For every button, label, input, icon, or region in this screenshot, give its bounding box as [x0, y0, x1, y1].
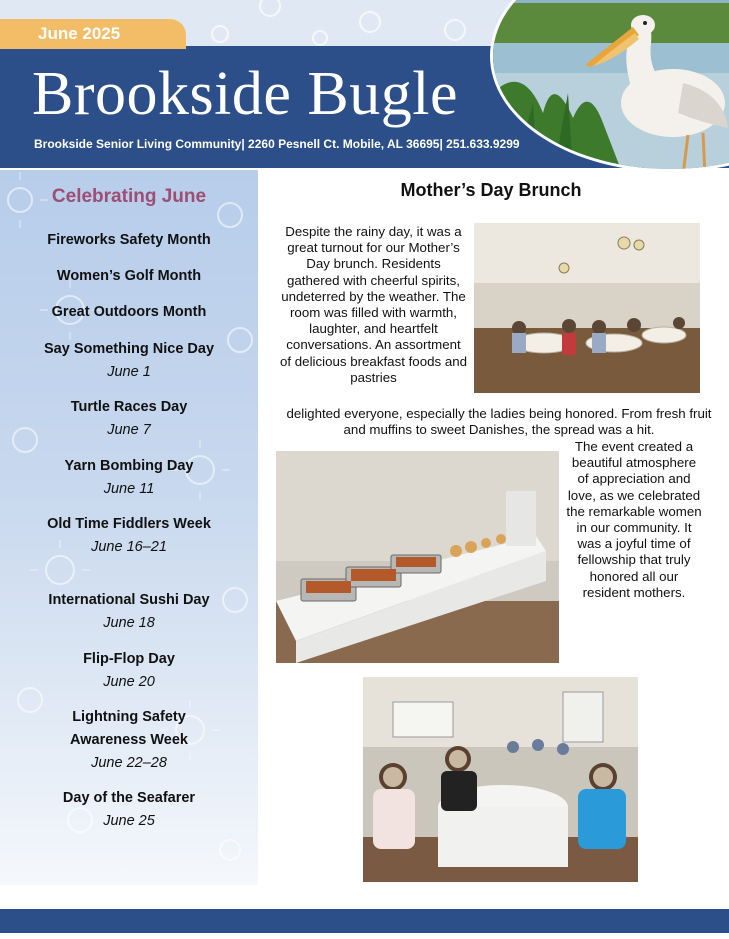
observance-date: June 20: [103, 674, 155, 690]
observance-item: [0, 589, 258, 634]
observance-date: June 18: [103, 615, 155, 631]
observance-name: Day of the Seafarer: [62, 790, 196, 806]
observance-date: June 22–28: [91, 755, 167, 771]
observance-item: [0, 229, 258, 252]
observance-item: [0, 787, 258, 832]
issue-date-tab: June 2025: [0, 19, 186, 49]
observance-name-line2: Awareness Week: [70, 732, 188, 748]
article-paragraph: The event created a beautiful atmosphere of appreciation and love, as we celebrated the remarkable women in our community. It was a joyful time of fellowship that truly honored all our resident mothers.: [566, 439, 702, 600]
sidebar-heading: Celebrating June: [51, 186, 207, 207]
observance-item: [0, 455, 258, 500]
buffet-table-photo: [276, 451, 559, 663]
observance-date: June 1: [107, 364, 151, 380]
observance-date: June 25: [103, 813, 155, 829]
observance-name: Yarn Bombing Day: [64, 458, 194, 474]
article-title: Mother’s Day Brunch: [400, 180, 582, 200]
observance-date: June 16–21: [91, 539, 167, 555]
observance-name: Lightning Safety: [72, 709, 186, 725]
observance-date: June 7: [107, 422, 151, 438]
newsletter-title: Brookside Bugle: [32, 60, 458, 128]
observance-name: Fireworks Safety Month: [47, 232, 211, 248]
observance-name: Flip-Flop Day: [83, 651, 175, 667]
observance-item: [0, 706, 258, 774]
observance-item: [0, 396, 258, 441]
observance-name: Say Something Nice Day: [43, 341, 215, 357]
observance-name: Great Outdoors Month: [51, 304, 207, 320]
celebrations-sidebar: [0, 170, 258, 885]
observance-item: [0, 338, 258, 383]
observance-item: [0, 513, 258, 558]
community-address: Brookside Senior Living Community| 2260 Pesnell Ct. Mobile, AL 36695| 251.633.9299: [34, 137, 520, 151]
footer-bar: [0, 909, 729, 933]
residents-table-photo: [363, 677, 638, 882]
observance-name: International Sushi Day: [48, 592, 210, 608]
observance-item: [0, 265, 258, 288]
observance-date: June 11: [103, 481, 155, 497]
article-paragraph: Despite the rainy day, it was a great turnout for our Mother’s Day brunch. Residents gathered with cheerful spirits, undeterred by the weather. The room was filled with warmth, laughter, and heartfelt conversations. An assortment of delicious breakfast foods and pastries: [280, 224, 468, 385]
article-paragraph: delighted everyone, especially the ladies being honored. From fresh fruit and muffins to sweet Danishes, the spread was a hit.: [286, 406, 712, 438]
observance-item: [0, 648, 258, 693]
observance-name: Turtle Races Day: [70, 399, 188, 415]
observance-name: Old Time Fiddlers Week: [47, 516, 211, 532]
observance-name: Women’s Golf Month: [56, 268, 202, 284]
masthead: [0, 0, 729, 170]
dining-room-photo: [474, 223, 700, 393]
observance-item: [0, 301, 258, 324]
